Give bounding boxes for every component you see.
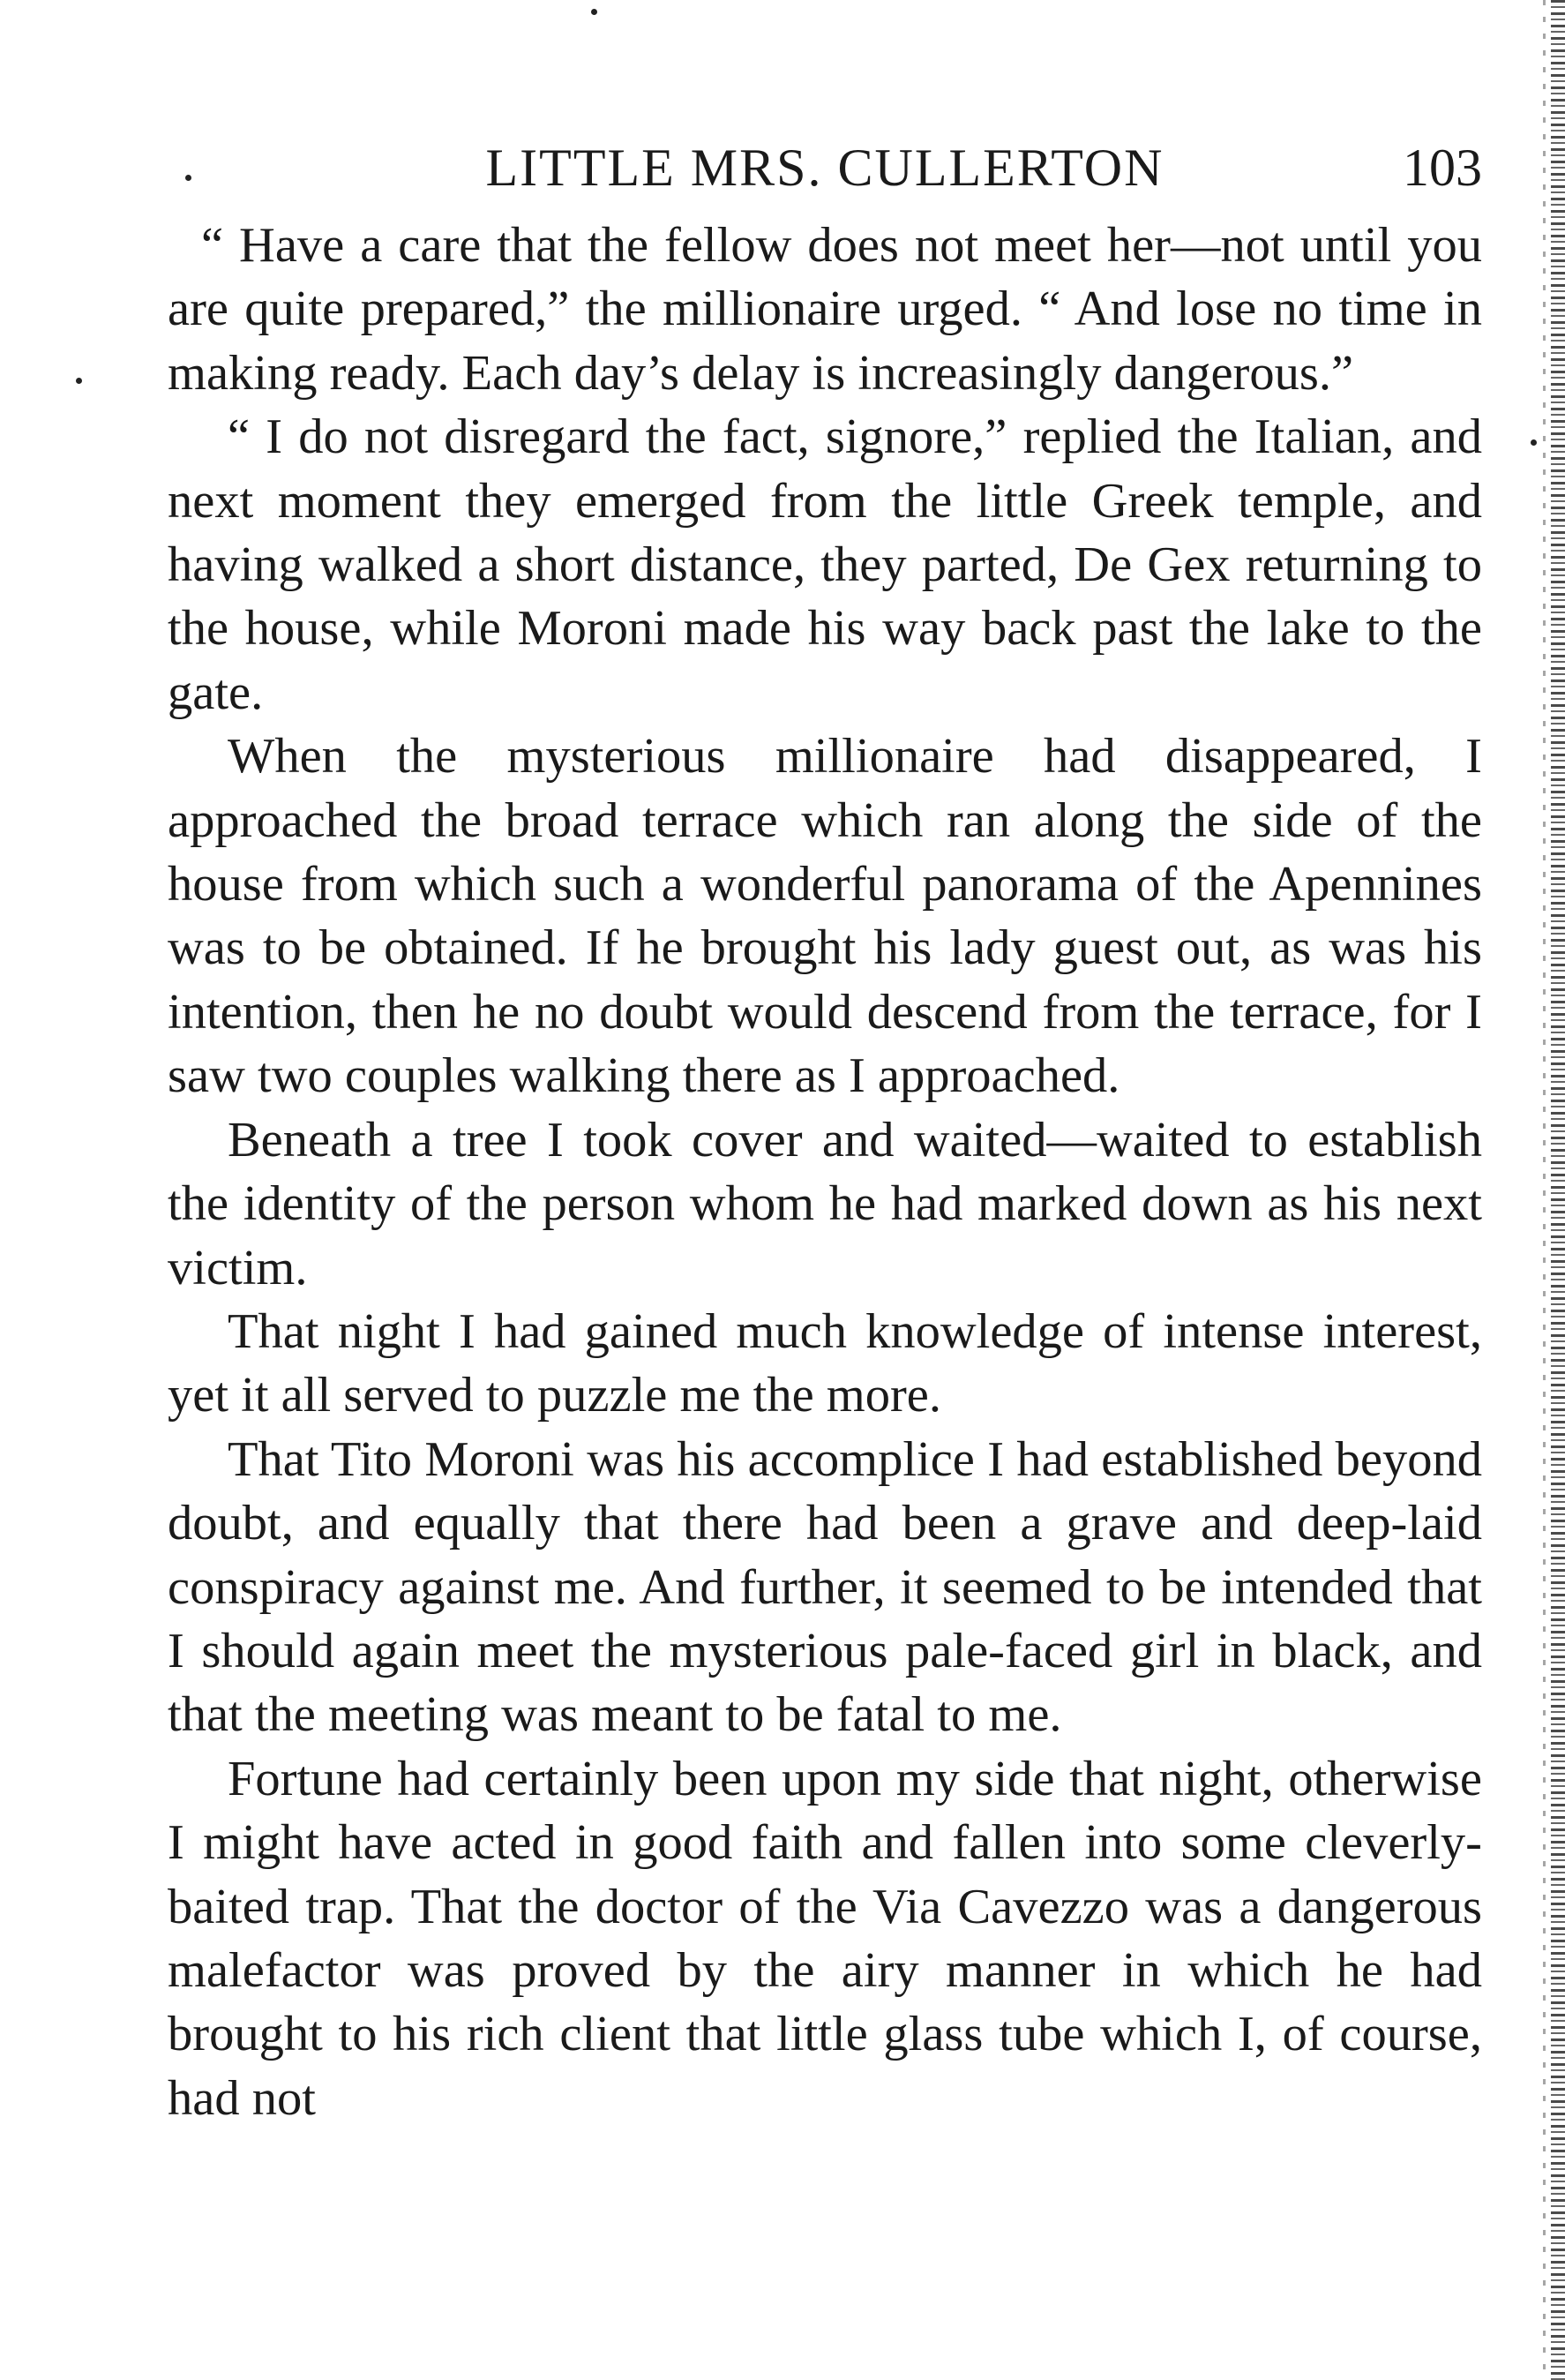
body-text	[168, 214, 1482, 2130]
print-speck	[591, 9, 597, 15]
paragraph: Fortune had certainly been upon my side that night, otherwise I might have acted in good faith and fallen into some cleverly-baited trap. That the doctor of the Via Cavezzo was a dangerous malefactor was proved by the airy manner in which he had brought to his rich client that little glass tube which I, of course, had not	[168, 1751, 1482, 2126]
paragraph: That Tito Moroni was his accomplice I had established beyond doubt, and equally that there had been a grave and deep-laid conspiracy against me. And further, it seemed to be intended that I should again meet the mysterious pale-faced girl in black, and that the meeting was meant to be fatal to me.	[168, 1431, 1482, 1743]
page-number: 103	[1403, 139, 1482, 197]
running-head	[168, 132, 1482, 203]
running-title: LITTLE MRS. CULLERTON	[485, 139, 1164, 197]
print-speck	[1531, 439, 1537, 446]
paragraph: When the mysterious millionaire had disappeared, I approached the broad terrace which ran along the side of the house from which such a wonderful panorama of the Apennines was to be obtained. If he brought his lady guest out, as was his intention, then he no doubt would descend from the terrace, for I saw two couples walking there as I approached.	[168, 729, 1482, 1104]
print-speck	[76, 378, 82, 384]
binding-gutter-line	[1543, 0, 1546, 2380]
paragraph: That night I had gained much knowledge of intense interest, yet it all served to puzzle me the more.	[168, 1303, 1482, 1423]
paragraph: “ Have a care that the fellow does not meet her—not until you are quite prepared,” the millionaire urged. “ And lose no time in making ready. Each day’s delay is increasingly dangerous.”	[168, 218, 1482, 401]
paragraph: Beneath a tree I took cover and waited—waited to establish the identity of the person whom he had marked down as his next victim.	[168, 1112, 1482, 1295]
print-speck	[185, 175, 191, 181]
binding-gutter	[1551, 0, 1565, 2380]
paragraph: “ I do not disregard the fact, signore,” replied the Italian, and next moment they emerged from the little Greek temple, and having walked a short distance, they parted, De Gex returning to the house, while Moroni made his way back past the lake to the gate.	[168, 409, 1482, 720]
